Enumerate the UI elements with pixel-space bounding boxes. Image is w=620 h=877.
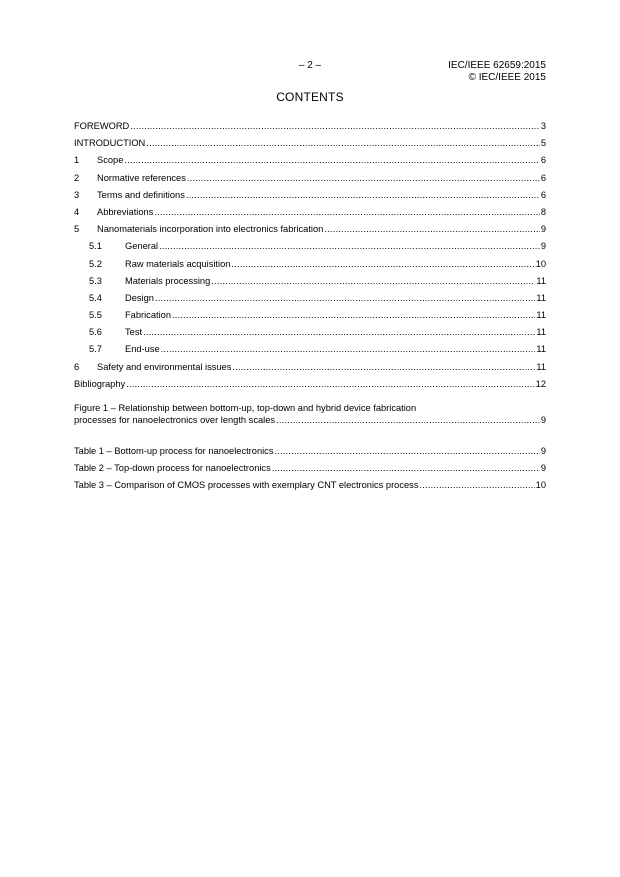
toc-entry-number: 1 xyxy=(74,155,80,166)
dot-leader xyxy=(211,276,535,286)
dot-leader xyxy=(272,463,540,473)
toc-entry-title: Fabrication xyxy=(125,310,171,321)
toc-entry-page: 11 xyxy=(536,361,546,372)
dot-leader xyxy=(155,293,535,303)
dot-leader xyxy=(324,224,539,234)
toc-entry-page: 3 xyxy=(540,121,546,131)
toc-entry-number: 5.2 xyxy=(89,258,102,269)
dot-leader xyxy=(419,480,534,490)
dot-leader xyxy=(143,327,535,337)
toc-entry-general[interactable] xyxy=(74,241,546,258)
toc-entry-page: 9 xyxy=(540,224,546,235)
dot-leader xyxy=(146,138,540,148)
table-of-contents xyxy=(74,121,546,396)
toc-entry-number: 5 xyxy=(74,224,80,235)
toc-entry-safety[interactable] xyxy=(74,362,546,379)
figure-title-line2: processes for nanoelectronics over length scales xyxy=(74,415,276,425)
table-list-entry[interactable] xyxy=(74,446,546,463)
toc-entry-number: 5.4 xyxy=(89,292,102,303)
document-header xyxy=(448,60,546,84)
toc-entry-number: 5.7 xyxy=(89,344,102,355)
toc-entry-design[interactable] xyxy=(74,293,546,310)
table-title: Table 3 – Comparison of CMOS processes with exemplary CNT electronics process xyxy=(74,480,419,491)
dot-leader xyxy=(130,121,540,131)
dot-leader xyxy=(154,207,539,217)
toc-entry-number: 4 xyxy=(74,206,80,217)
toc-entry-page: 11 xyxy=(536,292,546,303)
toc-entry-scope[interactable] xyxy=(74,155,546,172)
toc-entry-number: 2 xyxy=(74,172,80,183)
toc-entry-page: 11 xyxy=(536,310,546,321)
toc-entry-title: Materials processing xyxy=(125,275,211,286)
toc-entry-title: Abbreviations xyxy=(97,206,154,217)
document-id: IEC/IEEE 62659:2015 xyxy=(448,60,546,71)
figure-list-entry[interactable] xyxy=(74,402,546,426)
toc-entry-number: 5.3 xyxy=(89,275,102,286)
toc-entry-number: 6 xyxy=(74,361,80,372)
dot-leader xyxy=(124,155,539,165)
dot-leader xyxy=(231,259,534,269)
dot-leader xyxy=(126,379,534,389)
toc-entry-introduction[interactable] xyxy=(74,138,546,155)
copyright-notice: © IEC/IEEE 2015 xyxy=(468,72,546,83)
toc-entry-title: Test xyxy=(125,327,143,338)
toc-entry-title: Terms and definitions xyxy=(97,189,185,200)
contents-title: CONTENTS xyxy=(276,90,344,104)
toc-entry-number: 5.6 xyxy=(89,327,102,338)
dot-leader xyxy=(187,173,540,183)
toc-entry-number: 5.5 xyxy=(89,310,102,321)
toc-entry-page: 5 xyxy=(540,138,546,149)
table-page: 10 xyxy=(535,480,546,491)
toc-entry-end-use[interactable] xyxy=(74,344,546,361)
toc-entry-page: 11 xyxy=(536,344,546,355)
toc-entry-abbreviations[interactable] xyxy=(74,207,546,224)
table-list-entry[interactable] xyxy=(74,463,546,480)
toc-entry-nanomaterials-incorporation[interactable] xyxy=(74,224,546,241)
toc-entry-foreword[interactable] xyxy=(74,121,546,138)
toc-entry-title: End-use xyxy=(125,344,160,355)
toc-entry-normative-references[interactable] xyxy=(74,173,546,190)
dot-leader xyxy=(232,362,535,372)
toc-entry-title: FOREWORD xyxy=(74,121,130,131)
toc-entry-page: 6 xyxy=(540,172,546,183)
toc-entry-number: 5.1 xyxy=(89,241,102,252)
toc-entry-page: 11 xyxy=(536,275,546,286)
table-title: Table 1 – Bottom-up process for nanoelectronics xyxy=(74,446,274,456)
dot-leader xyxy=(159,241,540,251)
toc-entry-page: 6 xyxy=(540,155,546,166)
toc-entry-page: 11 xyxy=(536,327,546,338)
dot-leader xyxy=(186,190,540,200)
toc-entry-title: Bibliography xyxy=(74,378,126,389)
toc-entry-test[interactable] xyxy=(74,327,546,344)
figure-page: 9 xyxy=(540,415,546,425)
toc-entry-title: Raw materials acquisition xyxy=(125,258,231,269)
table-title: Table 2 – Top-down process for nanoelectronics xyxy=(74,463,271,474)
toc-entry-bibliography[interactable] xyxy=(74,379,546,396)
dot-leader xyxy=(161,344,536,354)
toc-entry-materials-processing[interactable] xyxy=(74,276,546,293)
toc-entry-title: Nanomaterials incorporation into electronics fabrication xyxy=(97,224,324,235)
page-number: – 2 – xyxy=(298,60,322,71)
toc-entry-fabrication[interactable] xyxy=(74,310,546,327)
dot-leader xyxy=(172,310,535,320)
toc-entry-page: 8 xyxy=(540,206,546,217)
toc-entry-page: 9 xyxy=(540,241,546,252)
table-page: 9 xyxy=(540,463,546,474)
toc-entry-title: Safety and environmental issues xyxy=(97,361,232,372)
toc-entry-raw-materials[interactable] xyxy=(74,259,546,276)
dot-leader xyxy=(274,446,539,456)
dot-leader xyxy=(276,414,540,426)
figure-title-line1: Figure 1 – Relationship between bottom-up, top-down and hybrid device fabrication xyxy=(74,403,417,413)
toc-entry-number: 3 xyxy=(74,189,80,200)
toc-entry-terms-definitions[interactable] xyxy=(74,190,546,207)
table-list-entry[interactable] xyxy=(74,480,546,497)
toc-entry-title: Design xyxy=(125,292,154,303)
toc-entry-page: 10 xyxy=(535,258,546,269)
table-page: 9 xyxy=(540,446,546,456)
toc-entry-title: Scope xyxy=(97,155,124,166)
toc-entry-title: Normative references xyxy=(97,172,186,183)
toc-entry-title: INTRODUCTION xyxy=(74,138,146,149)
toc-entry-page: 6 xyxy=(540,189,546,200)
toc-entry-page: 12 xyxy=(535,378,546,389)
toc-entry-title: General xyxy=(125,241,159,252)
table-list xyxy=(74,446,546,498)
